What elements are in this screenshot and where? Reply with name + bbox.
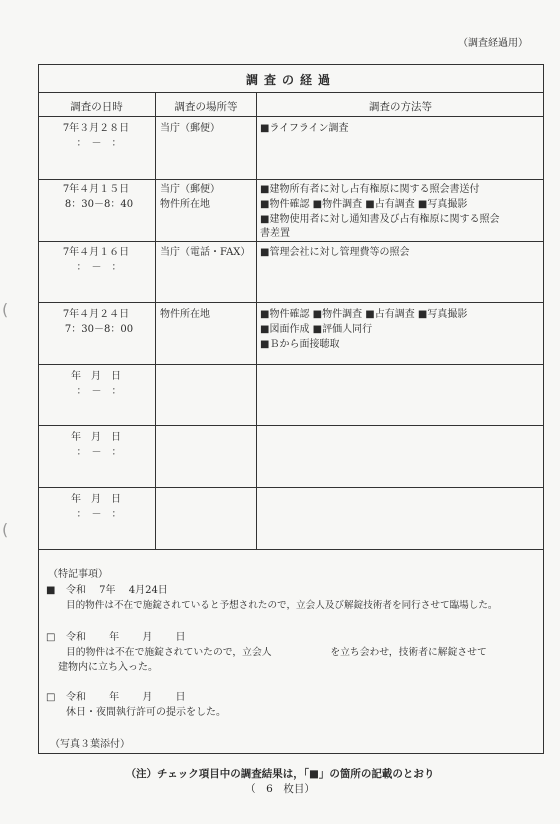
- row-divider: [38, 364, 544, 365]
- footer-note: （注）チェック項目中の調査結果は，「■」の箇所の記載のとおり: [125, 768, 435, 780]
- row-divider: [38, 179, 544, 180]
- row-method: ■図面作成 ■評価人同行: [260, 324, 373, 335]
- form-type-note: （調査経過用）: [458, 38, 528, 49]
- row-time: ： － ：: [76, 386, 122, 397]
- row-place: 当庁（電話・FAX）: [160, 247, 251, 258]
- table-title: 調査の経過: [245, 73, 336, 87]
- row-method: ■建物所有者に対し占有権原に関する照会書送付: [260, 184, 480, 195]
- row-date: 年 月 日: [71, 432, 121, 443]
- row-time: 8：30－8：40: [64, 199, 134, 210]
- row-method: 書差置: [260, 228, 290, 239]
- remark-text: 建物内に立ち入った。: [58, 662, 158, 673]
- row-place: 物件所在地: [160, 309, 210, 320]
- row-date: 7年４月１５日: [62, 184, 130, 195]
- column-header-place: 調査の場所等: [174, 101, 238, 113]
- row-place: 当庁（郵便）: [160, 123, 220, 134]
- row-divider: [38, 425, 544, 426]
- row-divider: [38, 241, 544, 242]
- row-method: ■Ｂから面接聴取: [260, 339, 340, 350]
- row-date: 年 月 日: [71, 494, 121, 505]
- column-header-datetime: 調査の日時: [70, 101, 123, 113]
- row-time: ： － ：: [76, 447, 122, 458]
- remark-text: 休日・夜間執行許可の提示をした。: [66, 707, 226, 718]
- photo-note: （写真３葉添付）: [50, 739, 130, 750]
- row-time: ： － ：: [76, 138, 122, 149]
- remark-checkbox: ■: [46, 585, 56, 596]
- row-divider: [38, 487, 544, 488]
- remark-text: 目的物件は不在で施錠されていたので，立会人 を立ち会わせ，技術者に解錠させて: [66, 647, 487, 658]
- remark-text: 目的物件は不在で施錠されていると予想されたので，立会人及び解錠技術者を同行させて臨場した。: [66, 600, 498, 611]
- title-divider: [38, 92, 544, 93]
- page-count: （ 6 枚目）: [245, 783, 315, 795]
- row-method: ■物件確認 ■物件調査 ■占有調査 ■写真撮影: [260, 309, 468, 320]
- column-header-method: 調査の方法等: [369, 101, 432, 113]
- row-time: ： － ：: [76, 509, 122, 520]
- row-date: 7年４月１６日: [62, 247, 130, 258]
- row-method: ■物件確認 ■物件調査 ■占有調査 ■写真撮影: [260, 199, 468, 210]
- column-divider: [256, 92, 257, 549]
- remarks-heading: （特記事項）: [48, 569, 108, 580]
- row-method: ■ライフライン調査: [260, 123, 349, 134]
- row-place: 当庁（郵便）: [160, 184, 220, 195]
- remark-date: 令和 7年 4月24日: [66, 585, 168, 596]
- row-time: ： － ：: [76, 262, 122, 273]
- row-date: 7年４月２４日: [62, 309, 130, 320]
- row-date: 年 月 日: [71, 371, 121, 382]
- row-place: 物件所在地: [160, 199, 210, 210]
- punch-hole-mark: (: [2, 520, 9, 539]
- row-method: ■建物使用者に対し通知書及び占有権原に関する照会: [260, 214, 500, 225]
- punch-hole-mark: (: [2, 300, 9, 319]
- row-time: 7：30－8：00: [64, 324, 134, 335]
- row-divider: [38, 302, 544, 303]
- row-date: 7年３月２８日: [62, 123, 130, 134]
- header-divider: [38, 116, 544, 117]
- column-divider: [155, 92, 156, 549]
- remark-checkbox: □: [46, 692, 56, 703]
- remark-date: 令和 年 月 日: [66, 632, 186, 643]
- remark-checkbox: □: [46, 632, 56, 643]
- row-method: ■管理会社に対し管理費等の照会: [260, 247, 410, 258]
- row-divider: [38, 549, 544, 550]
- remark-date: 令和 年 月 日: [66, 692, 186, 703]
